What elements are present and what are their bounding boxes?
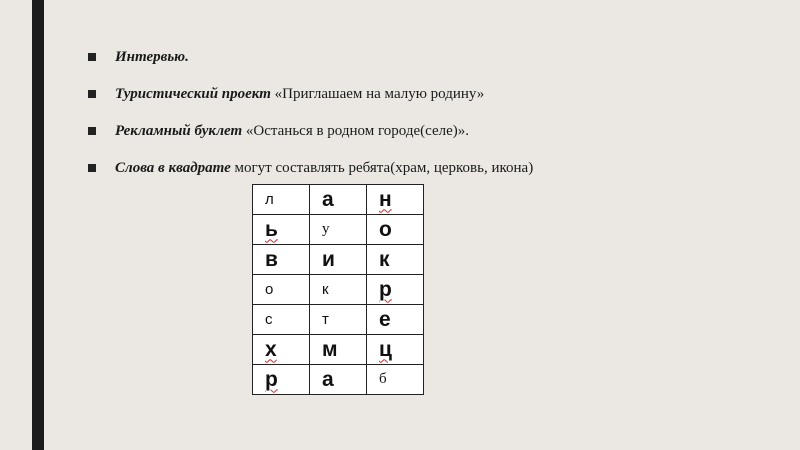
grid-row <box>253 335 424 365</box>
bullet-emphasis: Туристический проект <box>115 86 271 102</box>
grid-cell: в <box>253 245 310 275</box>
bullet-square-icon <box>88 164 96 172</box>
grid-cell: с <box>253 305 310 335</box>
bullet-emphasis: Слова в квадрате <box>115 160 231 176</box>
bullet-square-icon <box>88 127 96 135</box>
grid-cell: е <box>367 305 424 335</box>
grid-cell: а <box>310 185 367 215</box>
bullet-item-booklet <box>88 122 778 140</box>
bullet-text: «Останься в родном городе(селе)». <box>242 123 470 139</box>
grid-cell: к <box>367 245 424 275</box>
grid-row <box>253 215 424 245</box>
grid-cell: а <box>310 365 367 395</box>
bullet-square-icon <box>88 90 96 98</box>
bullet-square-icon <box>88 53 96 61</box>
grid-cell: и <box>310 245 367 275</box>
bullet-list <box>88 48 778 196</box>
bullet-text: могут составлять ребята(храм, церковь, икона) <box>230 160 534 176</box>
grid-row <box>253 245 424 275</box>
grid-cell: н <box>367 185 424 215</box>
bullet-emphasis: Интервью. <box>115 49 189 65</box>
grid-cell: о <box>253 275 310 305</box>
grid-cell: л <box>253 185 310 215</box>
bullet-item-interview <box>88 48 778 66</box>
grid-row <box>253 185 424 215</box>
bullet-emphasis: Рекламный буклет <box>115 123 243 139</box>
grid-row <box>253 365 424 395</box>
grid-cell: х <box>253 335 310 365</box>
grid-cell: о <box>367 215 424 245</box>
bullet-item-tourist-project <box>88 85 778 103</box>
left-accent-bar <box>32 0 44 450</box>
bullet-item-words-square <box>88 159 778 177</box>
letter-grid <box>252 184 424 395</box>
grid-cell: т <box>310 305 367 335</box>
grid-row <box>253 305 424 335</box>
grid-cell: б <box>367 365 424 395</box>
grid-cell: р <box>367 275 424 305</box>
grid-cell: ц <box>367 335 424 365</box>
grid-cell: м <box>310 335 367 365</box>
grid-row <box>253 275 424 305</box>
grid-cell: к <box>310 275 367 305</box>
grid-cell: у <box>310 215 367 245</box>
grid-cell: ь <box>253 215 310 245</box>
bullet-text: «Приглашаем на малую родину» <box>270 86 485 102</box>
grid-cell: р <box>253 365 310 395</box>
